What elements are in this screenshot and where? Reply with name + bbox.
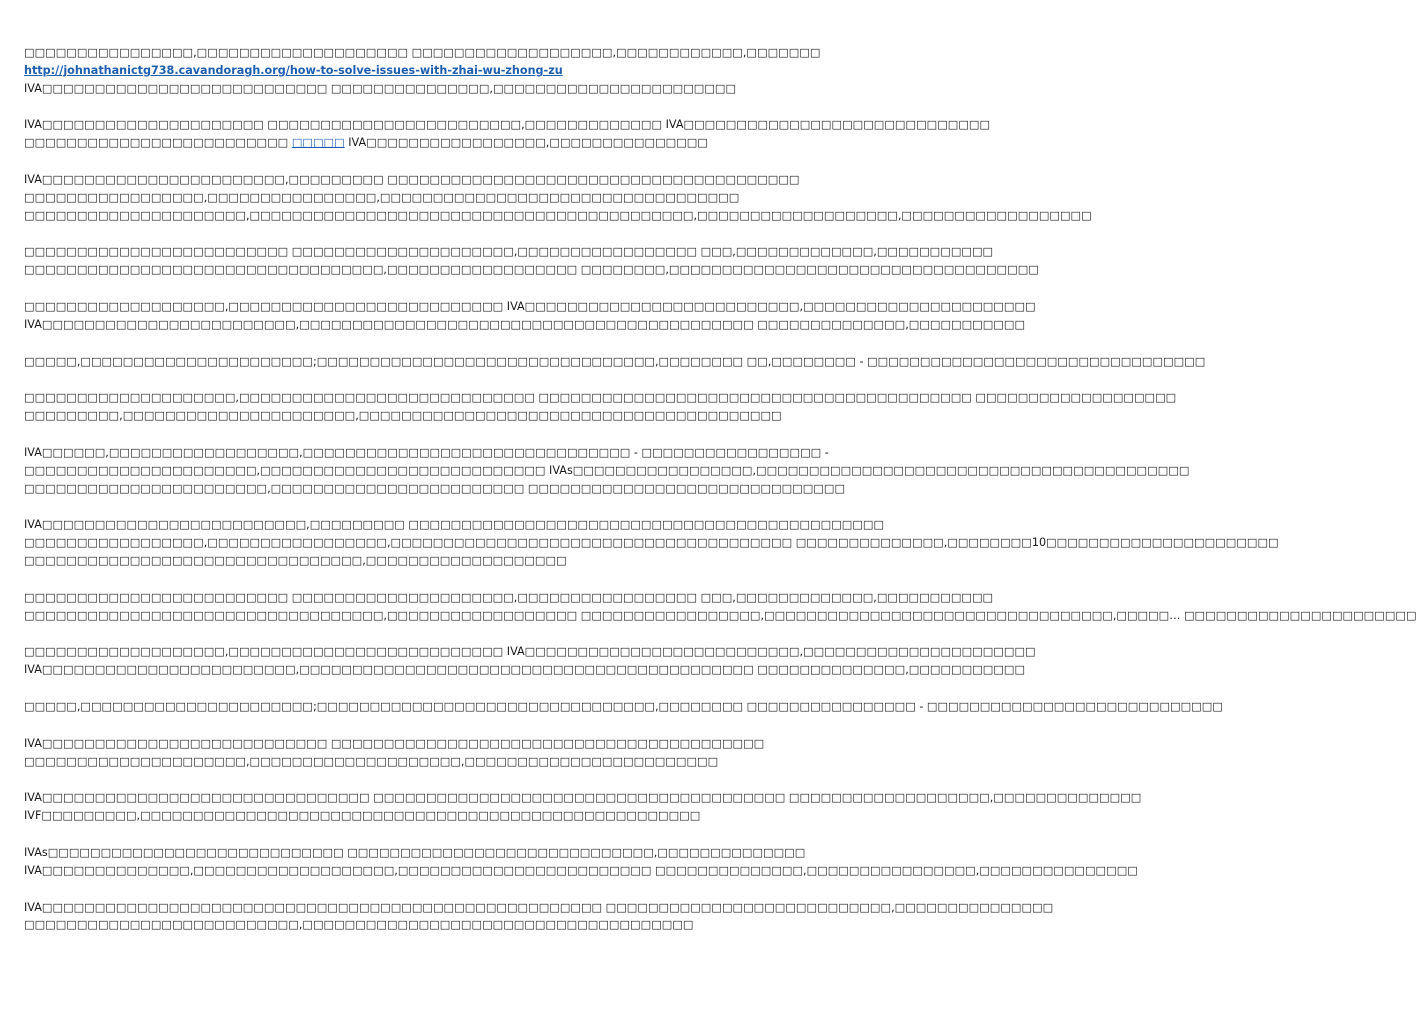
text-line: IVA□□□□□□□□□□□□□□,□□□□□□□□□□□□□□□□□□□,□□□□□□□□□□□□□□□□□□□□□□□□ □□□□□□□□□□□□□□,□□□□□□□□□□□□□□□□,□□□□□□□□□□□□□□□ [24, 863, 1138, 877]
text-line: □□□□□,□□□□□□□□□□□□□□□□□□□□□□;□□□□□□□□□□□□□□□□□□□□□□□□□□□□□□□□,□□□□□□□□ □□,□□□□□□□□ - □□□□□□□□□□□□□□□□□□□□□□□□□□□□□□□□ [24, 354, 1206, 368]
text-line: IVA□□□□□□□□□□□□□□□□□□□□□□□□□□□ □□□□□□□□□□□□□□□,□□□□□□□□□□□□□□□□□□□□□□□ [24, 81, 737, 95]
text-line: □□□□□□□□□□□□□□□□□□□□□,□□□□□□□□□□□□□□□□□□□□,□□□□□□□□□□□□□□□□□□□□□□□□ [24, 754, 719, 768]
paragraph [24, 589, 1417, 625]
text-line: IVF□□□□□□□□□,□□□□□□□□□□□□□□□□□□□□□□□□□□□□□□□□□□□□□□□□□□□□□□□□□□□□□ [24, 809, 701, 823]
paragraph [24, 789, 1142, 825]
text-line: □□□□□□□□□□□□□□□□□□□□□□□□□□□□□□□□□□,□□□□□□□□□□□□□□□□□□ □□□□□□□□□□□□□□□□□,□□□□□□□□□□□□□□□□□□□□□□□□□□□□□□□□□,□□□□□… □□□□□□□□□□□□□□□□□□□□□□ [24, 608, 1417, 622]
text-line: IVA□□□□□□□□□□□□□□□□□□□□□□□□,□□□□□□□□□□□□□□□□□□□□□□□□□□□□□□□□□□□□□□□□□□□ □□□□□□□□□□□□□□,□□□□□□□□□□□ [24, 663, 1026, 677]
text-line: □□□□□□□□□,□□□□□□□□□□□□□□□□□□□□□□,□□□□□□□□□□□□□□□□□□□□□□□□□□□□□□□□□□□□□□□□ [24, 409, 782, 423]
inline-text: □□□□□□□□□□□□□□□□□□□□□□□□□ [24, 136, 292, 150]
text-line: IVA□□□□□□□□□□□□□□□□□□□□□□□□,□□□□□□□□□□□□□□□□□□□□□□□□□□□□□□□□□□□□□□□□□□□ □□□□□□□□□□□□□□,□□□□□□□□□□□ [24, 317, 1026, 331]
text-line: □□□□□□□□□□□□□□□□□□□□□□,□□□□□□□□□□□□□□□□□□□□□□□□□□□ IVAs□□□□□□□□□□□□□□□□□,□□□□□□□□□□□□□□□□□□□□□□□□□□□□□□□□□□□□□□□□□ [24, 463, 1190, 477]
text-line: IVA□□□□□□□□□□□□□□□□□□□□□□□□□,□□□□□□□□□ □□□□□□□□□□□□□□□□□□□□□□□□□□□□□□□□□□□□□□□□□□□□□ [24, 518, 885, 532]
text-line [24, 62, 696, 80]
text-line: □□□□□□□□□□□□□□□□□□□,□□□□□□□□□□□□□□□□□□□□□□□□□□ IVA□□□□□□□□□□□□□□□□□□□□□□□□□□,□□□□□□□□□□□□□□□□□□□□□□ [24, 299, 1036, 313]
hyperlink[interactable]: □□□□□ [291, 136, 345, 150]
paragraph [24, 353, 1206, 371]
text-line: □□□□□□□□□□□□□□□□□□□□□□□□□□,□□□□□□□□□□□□□□□□□□□□□□□□□□□□□□□□□□□□□ [24, 918, 694, 932]
text-line: □□□□□□□□□□□□□□□□□□□□□□□□□□□□□□□□,□□□□□□□□□□□□□□□□□□□ [24, 553, 567, 567]
paragraph [24, 899, 1054, 935]
text-line: □□□□□□□□□□□□□□□□□□□□□□□□□ □□□□□□□□□□□□□□□□□□□□□,□□□□□□□□□□□□□□□□□ □□□,□□□□□□□□□□□□□,□□□□□□□□□□□ [24, 590, 994, 604]
text-line: □□□□□□□□□□□□□□□□□□□□□□□,□□□□□□□□□□□□□□□□□□□□□□□□ □□□□□□□□□□□□□□□□□□□□□□□□□□□□□□ [24, 481, 846, 495]
paragraph [24, 116, 991, 152]
paragraph [24, 171, 1092, 224]
paragraph [24, 243, 1039, 279]
inline-text: IVA□□□□□□□□□□□□□□□□□,□□□□□□□□□□□□□□□ [344, 136, 708, 150]
paragraph [24, 735, 765, 771]
paragraph [24, 643, 1036, 679]
paragraph [24, 44, 821, 97]
text-line: □□□□□□□□□□□□□□□□□□□□,□□□□□□□□□□□□□□□□□□□□□□□□□□□□ □□□□□□□□□□□□□□□□□□□□□□□□□□□□□□□□□□□□□□□□□ □□□□□□□□□□□□□□□□□□□ [24, 391, 1177, 405]
text-line: IVA□□□□□□□□□□□□□□□□□□□□□□□,□□□□□□□□□ □□□□□□□□□□□□□□□□□□□□□□□□□□□□□□□□□□□□□□□ [24, 172, 800, 186]
paragraph [24, 698, 1223, 716]
hyperlink[interactable]: http://johnathanictg738.cavandoragh.org/how-to-solve-issues-with-zhai-wu-zhong-zu [24, 63, 563, 77]
text-line: IVA□□□□□□□□□□□□□□□□□□□□□□□□□□□ □□□□□□□□□□□□□□□□□□□□□□□□□□□□□□□□□□□□□□□□□ [24, 736, 765, 750]
paragraph [24, 444, 1190, 497]
text-line: IVA□□□□□□□□□□□□□□□□□□□□□□□□□□□□□□□□□□□□□□□□□□□□□□□□□□□□□ □□□□□□□□□□□□□□□□□□□□□□□□□□□,□□□□□□□□□□□□□□□ [24, 900, 1054, 914]
text-line: □□□□□□□□□□□□□□□□□□□□□□□□□□□□□□□□□□,□□□□□□□□□□□□□□□□□□ □□□□□□□□,□□□□□□□□□□□□□□□□□□□□□□□□□□□□□□□□□□□ [24, 263, 1039, 277]
text-line: □□□□□□□□□□□□□□□□□,□□□□□□□□□□□□□□□□□,□□□□□□□□□□□□□□□□□□□□□□□□□□□□□□□□□□□□□□ □□□□□□□□□□□□□□,□□□□□□□□10□□□□□□□□□□□□□□□□□□□□□□ [24, 536, 1279, 550]
paragraph [24, 298, 1036, 334]
text-line: □□□□□□□□□□□□□□□□,□□□□□□□□□□□□□□□□□□□□ □□□□□□□□□□□□□□□□□□□,□□□□□□□□□□□□,□□□□□□□ [24, 46, 821, 59]
paragraph [24, 844, 1138, 880]
text-line: □□□□□□□□□□□□□□□□□□□□□□□□□ □□□□□□□□□□□□□□□□□□□□□,□□□□□□□□□□□□□□□□□ □□□,□□□□□□□□□□□□□,□□□□□□□□□□□ [24, 245, 994, 259]
text-line: IVA□□□□□□□□□□□□□□□□□□□□□ □□□□□□□□□□□□□□□□□□□□□□□□,□□□□□□□□□□□□□ IVA□□□□□□□□□□□□□□□□□□□□□□□□□□□□□ [24, 118, 991, 132]
text-line: IVAs□□□□□□□□□□□□□□□□□□□□□□□□□□□□ □□□□□□□□□□□□□□□□□□□□□□□□□□□□□,□□□□□□□□□□□□□□ [24, 845, 806, 859]
text-line: □□□□□,□□□□□□□□□□□□□□□□□□□□□□;□□□□□□□□□□□□□□□□□□□□□□□□□□□□□□□□,□□□□□□□□ □□□□□□□□□□□□□□□□ - □□□□□□□□□□□□□□□□□□□□□□□□□□□□ [24, 699, 1223, 713]
text-line [24, 134, 708, 152]
text-line: □□□□□□□□□□□□□□□□□,□□□□□□□□□□□□□□□□,□□□□□□□□□□□□□□□□□□□□□□□□□□□□□□□□□□ [24, 190, 740, 204]
text-line: □□□□□□□□□□□□□□□□□□□,□□□□□□□□□□□□□□□□□□□□□□□□□□ IVA□□□□□□□□□□□□□□□□□□□□□□□□□□,□□□□□□□□□□□□□□□□□□□□□□ [24, 645, 1036, 659]
paragraph [24, 389, 1177, 425]
paragraph [24, 516, 1279, 569]
text-line: IVA□□□□□□,□□□□□□□□□□□□□□□□□□,□□□□□□□□□□□□□□□□□□□□□□□□□□□□□□□ - □□□□□□□□□□□□□□□□□ - [24, 445, 829, 459]
text-line: □□□□□□□□□□□□□□□□□□□□□,□□□□□□□□□□□□□□□□□□□□□□□□□□□□□□□□□□□□□□□□□□,□□□□□□□□□□□□□□□□□□□,□□□□□□□□□□□□□□□□□□ [24, 208, 1092, 222]
text-line: IVA□□□□□□□□□□□□□□□□□□□□□□□□□□□□□□□ □□□□□□□□□□□□□□□□□□□□□□□□□□□□□□□□□□□□□□□ □□□□□□□□□□□□□□□□□□□,□□□□□□□□□□□□□□ [24, 791, 1142, 805]
